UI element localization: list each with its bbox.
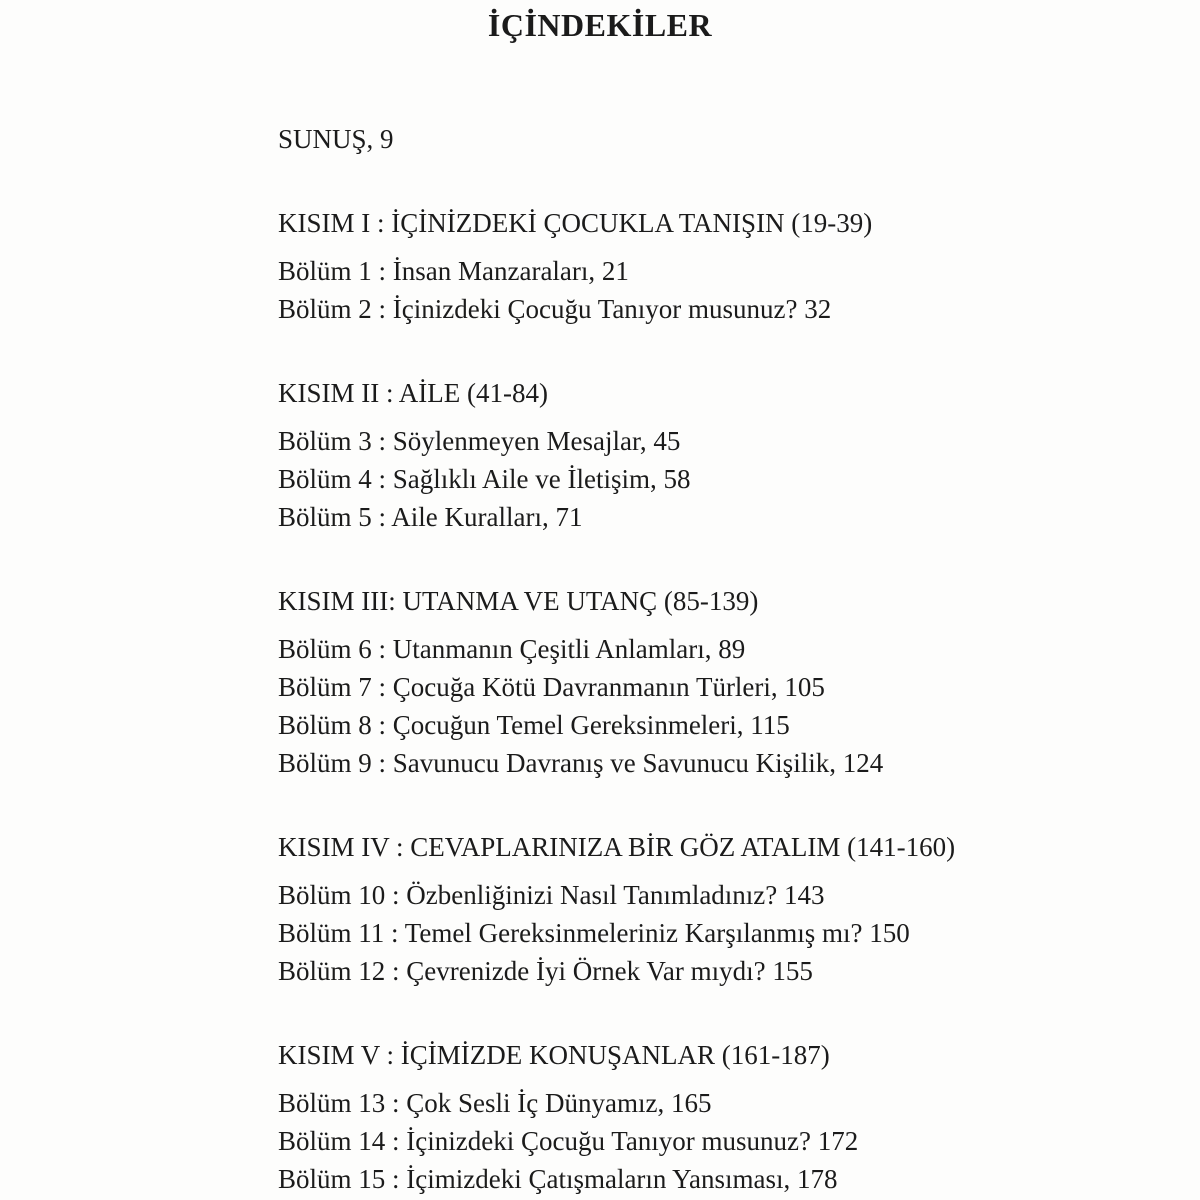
section-heading: KISIM V : İÇİMİZDE KONUŞANLAR (161-187): [278, 1040, 830, 1070]
section-items: [278, 876, 1160, 990]
section-heading: KISIM I : İÇİNİZDEKİ ÇOCUKLA TANIŞIN (19-39): [278, 208, 873, 238]
toc-entry: Bölüm 6 : Utanmanın Çeşitli Anlamları, 89: [278, 634, 746, 664]
page-title: İÇİNDEKİLER: [487, 7, 713, 43]
toc-entry: Bölüm 12 : Çevrenizde İyi Örnek Var mıydı? 155: [278, 956, 813, 986]
toc-entry: Bölüm 10 : Özbenliğinizi Nasıl Tanımladınız? 143: [278, 880, 825, 910]
toc-section-2: [278, 374, 1160, 536]
section-items: [278, 422, 1160, 536]
toc-entry: Bölüm 9 : Savunucu Davranış ve Savunucu Kişilik, 124: [278, 748, 884, 778]
toc-entry: Bölüm 11 : Temel Gereksinmeleriniz Karşılanmış mı? 150: [278, 918, 910, 948]
toc-entry: Bölüm 2 : İçinizdeki Çocuğu Tanıyor musunuz? 32: [278, 294, 832, 324]
toc-entry: Bölüm 7 : Çocuğa Kötü Davranmanın Türleri, 105: [278, 672, 825, 702]
toc-entry: Bölüm 13 : Çok Sesli İç Dünyamız, 165: [278, 1088, 712, 1118]
toc-entry: Bölüm 3 : Söylenmeyen Mesajlar, 45: [278, 426, 681, 456]
toc-entry: Bölüm 5 : Aile Kuralları, 71: [278, 502, 583, 532]
toc-entry: Bölüm 4 : Sağlıklı Aile ve İletişim, 58: [278, 464, 691, 494]
section-heading: KISIM II : AİLE (41-84): [278, 378, 548, 408]
section-items: [278, 630, 1160, 782]
toc-content: [0, 120, 1200, 1198]
section-items: [278, 1084, 1160, 1198]
preface-line: SUNUŞ, 9: [278, 124, 394, 154]
toc-section-5: [278, 1036, 1160, 1198]
section-items: [278, 252, 1160, 328]
toc-section-1: [278, 204, 1160, 328]
section-heading: KISIM III: UTANMA VE UTANÇ (85-139): [278, 586, 759, 616]
toc-entry: Bölüm 8 : Çocuğun Temel Gereksinmeleri, 115: [278, 710, 790, 740]
toc-entry: Bölüm 15 : İçimizdeki Çatışmaların Yansıması, 178: [278, 1164, 838, 1194]
toc-section-4: [278, 828, 1160, 990]
toc-section-3: [278, 582, 1160, 782]
section-heading: KISIM IV : CEVAPLARINIZA BİR GÖZ ATALIM (141-160): [278, 832, 956, 862]
toc-entry: Bölüm 1 : İnsan Manzaraları, 21: [278, 256, 629, 286]
toc-entry: Bölüm 14 : İçinizdeki Çocuğu Tanıyor musunuz? 172: [278, 1126, 859, 1156]
